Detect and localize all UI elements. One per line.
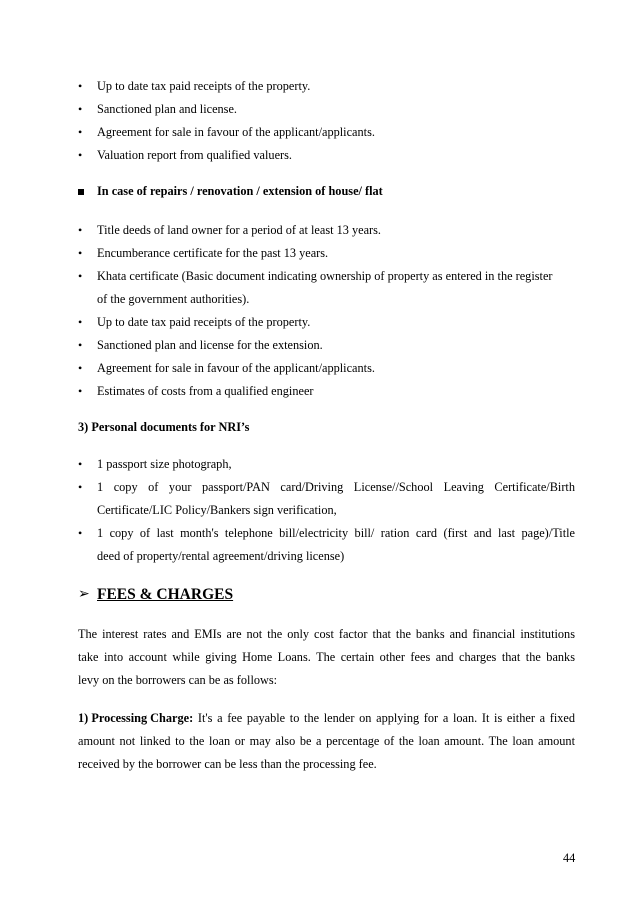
- list-item: Encumberance certificate for the past 13 years.: [97, 246, 329, 260]
- list-item: Up to date tax paid receipts of the property.: [97, 79, 311, 93]
- paragraph-line: The interest rates and EMIs are not the only cost factor that the banks and financial institutions: [78, 627, 575, 641]
- list-item: 1 copy of your passport/PAN card/Driving License//School Leaving Certificate/Birth: [97, 480, 575, 494]
- list-item-continuation: of the government authorities).: [97, 292, 250, 306]
- list-item-continuation: Certificate/LIC Policy/Bankers sign verification,: [97, 503, 337, 517]
- section-heading-nri: 3) Personal documents for NRI’s: [78, 420, 250, 434]
- list-item: Sanctioned plan and license.: [97, 102, 238, 116]
- bullet-icon: •: [78, 125, 83, 139]
- list-item: Agreement for sale in favour of the applicant/applicants.: [97, 361, 375, 375]
- list-item: 1 passport size photograph,: [97, 457, 232, 471]
- paragraph-line: take into account while giving Home Loans. The certain other fees and charges that the banks: [78, 650, 575, 664]
- list-item: 1 copy of last month's telephone bill/electricity bill/ ration card (first and last page)/Title: [97, 526, 575, 540]
- bullet-icon: •: [78, 480, 83, 494]
- bullet-icon: •: [78, 223, 83, 237]
- bullet-icon: •: [78, 457, 83, 471]
- list-item: Up to date tax paid receipts of the property.: [97, 315, 311, 329]
- bullet-icon: •: [78, 102, 83, 116]
- list-item: Title deeds of land owner for a period of at least 13 years.: [97, 223, 381, 237]
- list-item-continuation: deed of property/rental agreement/driving license): [97, 549, 345, 563]
- bullet-icon: •: [78, 79, 83, 93]
- list-item: Valuation report from qualified valuers.: [97, 148, 292, 162]
- paragraph-line: levy on the borrowers can be as follows:: [78, 673, 278, 687]
- list-item: Khata certificate (Basic document indicating ownership of property as entered in the register: [97, 269, 553, 283]
- square-bullet-icon: [78, 184, 90, 198]
- arrow-bullet-icon: ➢: [78, 587, 90, 602]
- bullet-icon: •: [78, 361, 83, 375]
- bullet-icon: •: [78, 246, 83, 260]
- paragraph-line: [78, 711, 575, 725]
- section-heading-fees: FEES & CHARGES: [97, 586, 234, 603]
- list-item: Estimates of costs from a qualified engineer: [97, 384, 314, 398]
- list-item: Sanctioned plan and license for the extension.: [97, 338, 323, 352]
- paragraph-line: received by the borrower can be less than the processing fee.: [78, 757, 377, 771]
- paragraph-text: It's a fee payable to the lender on applying for a loan. It is either a fixed: [193, 711, 575, 725]
- processing-charge-label: 1) Processing Charge:: [78, 711, 194, 725]
- section-heading-repairs: In case of repairs / renovation / extension of house/ flat: [97, 184, 383, 198]
- bullet-icon: •: [78, 338, 83, 352]
- bullet-icon: •: [78, 269, 83, 283]
- bullet-icon: •: [78, 384, 83, 398]
- bullet-icon: •: [78, 315, 83, 329]
- bullet-icon: •: [78, 148, 83, 162]
- bullet-icon: •: [78, 526, 83, 540]
- list-item: Agreement for sale in favour of the applicant/applicants.: [97, 125, 375, 139]
- page-number: 44: [563, 851, 576, 865]
- paragraph-line: amount not linked to the loan or may also be a percentage of the loan amount. The loan amount: [78, 734, 575, 748]
